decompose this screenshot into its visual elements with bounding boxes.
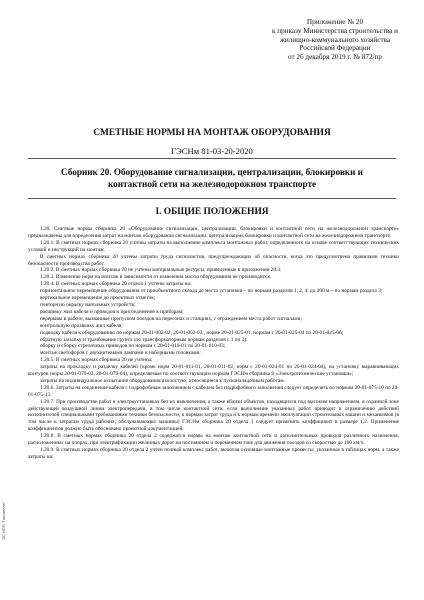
paragraph: 1.20.6. Затраты на соединение кабеля с гидрофобным заполнением с кабелем без гидрофобного заполнения следует определять по нормам 20-01-075-10 по 20-01-075-13. [28, 384, 399, 398]
paragraph: 1.20.4. В сметных нормах сборника 20 отдела 1 учтены затраты на: [40, 281, 192, 288]
divider [28, 198, 396, 199]
paragraph: оборку и сборку стрелочных приводов по нормам с 20-01-010-01 по 20-01-010-03; [40, 343, 226, 350]
paragraph: перерывы в работе, вызванные пропуском поездов на перегонах и станциях, с ограждением места работ сигналами; [40, 315, 302, 322]
paragraph: затраты на прокладку и разделку кабелей (кроме норм 20-01-011-01, 20-01-011-02, норм с 20-01-024-01 по 20-01-024-04), на установку выравнивающих контуров (норм 20-01-079-03, 20-01-079-04), определяемые по соответствующим нормам ГЭСНм сборника 8 «Электротехнические установки»; [28, 364, 399, 378]
paragraph: В сметных нормах сборника 20 учтены затраты труда сигналистов, предупреждающих об опасности, когда это предусмотрено правилами техники безопасности производства работ. [28, 253, 399, 267]
document-title: СМЕТНЫЕ НОРМЫ НА МОНТАЖ ОБОРУДОВАНИЯ [93, 128, 331, 138]
appendix-line: Приложение № 20 [306, 18, 364, 26]
section-title: I. ОБЩИЕ ПОЛОЖЕНИЯ [155, 207, 269, 217]
document-code: ГЭСНм 81-03-20-2020 [171, 146, 253, 156]
paragraph: 1.20.1. В сметных нормах сборника 20 учтены затраты на выполнение комплекса монтажных работ, определенного на основе соответствующих технических условий и инструкций на монтаж. [28, 239, 399, 253]
paragraph: обратную засыпку и трамбование грунта (по трансформаторным нормам разделов с 1 по 3); [40, 336, 248, 343]
paragraph: горизонтальное перемещение оборудования от приобъектного склада до места установки – по нормам разделов 1, 2, 4; до 200 м – по нормам раздела 3; [40, 288, 383, 295]
paragraph: повторную окраску напольных устройств; [40, 301, 136, 308]
paragraph: затраты на индивидуальное испытание оборудования вхолостую, относящиеся к пусконаладочным работам. [40, 377, 285, 384]
appendix-line: к приказу Министерства строительства и [271, 26, 398, 35]
paragraph: 1.20.7. При производстве работ в электроустановках без их выключения, а также вблизи объектов, находящихся под высоким напряжением, в охранной зоне действующей воздушной линии электропередачи, в том числе контактной сети, если выполнение указанных работ приводит к ограничению действий исполнителей специальными требованиями техники безопасности, к нормам затрат труда и к нормам времени эксплуатации строительных машин и механизмов (в том числе к затратам труда рабочих, обслуживающих машины) ГЭСНм сборника 20 отдела 1 следует применять коэффициент в размере 1,2. Применение коэффициентов должно быть обосновано проектной документацией. [28, 398, 399, 433]
paragraph: 1.20.5. В сметных нормах сборника 20 не учтены: [40, 357, 153, 364]
appendix-line: Российской Федерации [299, 44, 371, 53]
paragraph: 1.20. Сметные нормы сборника 20 «Оборудование сигнализации, централизации, блокировки и контактной сети на железнодорожном транспорте» предназначены для определения затрат на монтаж оборудования сигнализации, централизации, блокировки и контактной сети на железнодорожном транспорте. [28, 226, 399, 239]
appendix-block [255, 18, 415, 62]
paragraph: вертикальное перемещение до проектных отметок; [40, 295, 156, 302]
document-body [28, 226, 399, 461]
paragraph: 1.20.3. Изменение норм на монтаж в зависимости от изменения массы оборудования не производится. [40, 274, 272, 281]
paragraph: 1.20.9. В сметных нормах сборника 20 отдела 2 учтен полный комплекс работ, включая основные монтажные процессы, указанные в таблицах норм, а также затраты на: [28, 447, 399, 460]
appendix-line: жилищно-коммунального хозяйства [279, 35, 391, 44]
paragraph: контрольную прозвонку жил кабеля; [40, 322, 123, 329]
appendix-line: от 26 декабря 2019 г. № 872/пр [288, 53, 382, 62]
divider [28, 158, 396, 159]
side-stamp: ЭС НПП "Гектаплан" [1, 501, 6, 540]
collection-title: Сборник 20. Оборудование сигнализации, централизации, блокировки и контактной сети на железнодорожном транспорте [61, 167, 363, 189]
paragraph: монтаж светофоров с двухнитевыми лампами и наборными головками. [40, 350, 201, 357]
paragraph: подводку кабеля к оборудованию по нормам 20-01-002-02, 20-01-002-03 , норме 20-01-025-01, нормам с 20-01-025-04 по 20-01-025-06; [40, 329, 344, 336]
paragraph: расшивку жил кабеля и проводов и присоединение к приборам; [40, 308, 184, 315]
paragraph: 1.20.2. В сметных нормах сборника 20 не учтены материальные ресурсы, приведенные в приложении 20.3. [40, 267, 282, 274]
paragraph: 1.20.8. В сметных нормах сборника 20 отдела 2 содержатся нормы на монтаж контактной сети и дополнительных проводов различного назначения, расположенных на опорах, при электрификации железных дорог на постоянном и переменном токе для движения поездов со скоростью до 160 км/ч. [28, 433, 399, 447]
